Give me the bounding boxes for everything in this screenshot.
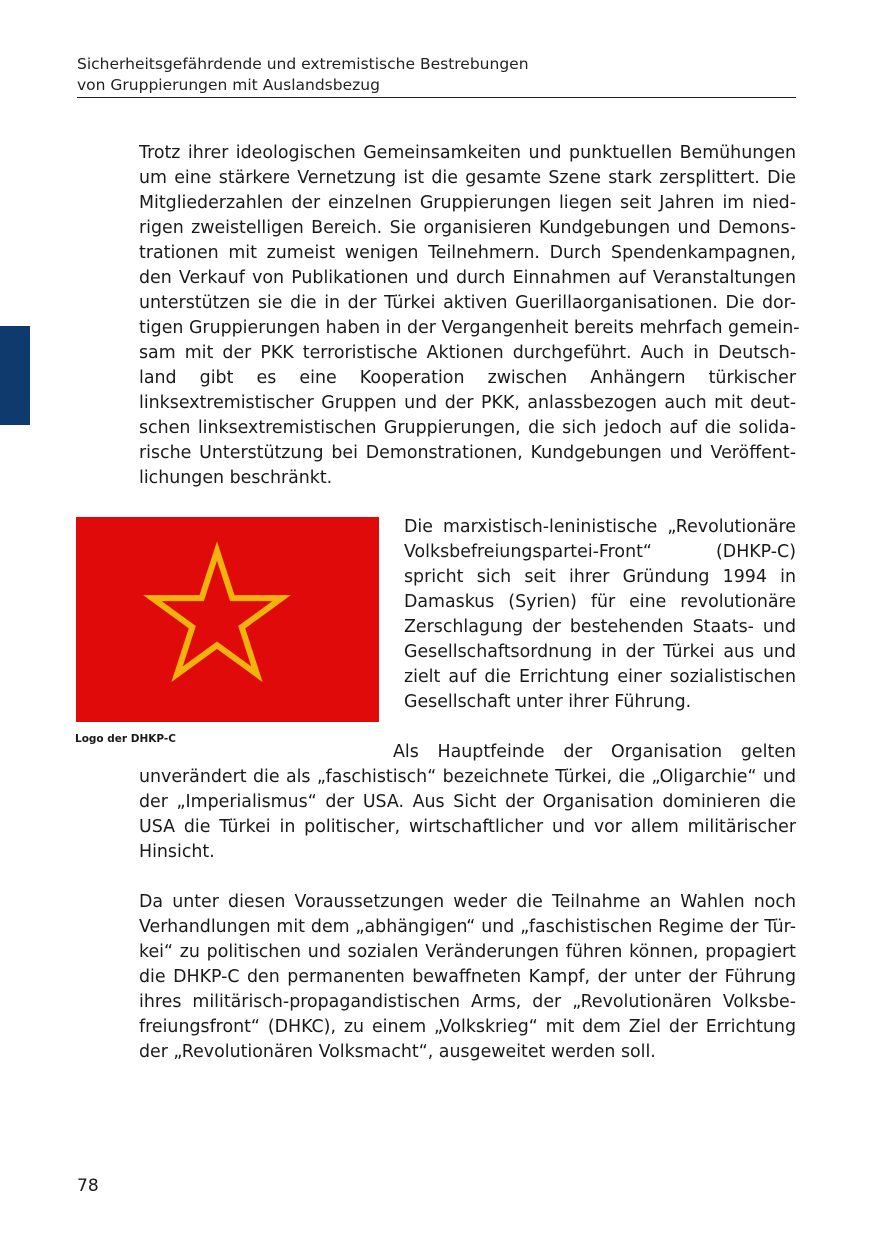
text-line: trationen mit zumeist wenigen Teilnehmern. Durch Spendenkampagnen, [139, 243, 796, 263]
text-line: unterstützen sie die in der Türkei aktiven Guerillaorganisationen. Die dor- [139, 293, 796, 313]
running-header-line-1: Sicherheitsgefährdende und extremistische Bestrebungen [77, 55, 529, 73]
running-header [77, 54, 796, 96]
text-line: den Verkauf von Publikationen und durch Einnahmen auf Veranstaltungen [139, 268, 796, 288]
paragraph-2 [404, 515, 796, 715]
text-line: Volksbefreiungspartei-Front“ (DHKP-C) [404, 542, 796, 562]
text-line: um eine stärkere Vernetzung ist die gesamte Szene stark zersplittert. Die [139, 168, 796, 188]
running-header-line-2: von Gruppierungen mit Auslandsbezug [77, 76, 380, 94]
text-line: die DHKP-C den permanenten bewaffneten Kampf, der unter der Führung [139, 967, 796, 987]
text-line: Gesellschaftsordnung in der Türkei aus und [404, 642, 796, 662]
paragraph-3 [139, 740, 796, 865]
chapter-marker-tab [0, 326, 30, 425]
text-line: ihres militärisch-propagandistischen Arms, der „Revolutionären Volksbe- [139, 992, 796, 1012]
text-line: kei“ zu politischen und sozialen Veränderungen führen können, propagiert [139, 942, 796, 962]
text-line: Gesellschaft unter ihrer Führung. [404, 692, 692, 712]
text-line: tigen Gruppierungen haben in der Vergangenheit bereits mehrfach gemein- [139, 318, 800, 338]
text-line: der „Revolutionären Volksmacht“, ausgeweitet werden soll. [139, 1042, 656, 1062]
paragraph-1 [139, 141, 800, 491]
text-line: Trotz ihrer ideologischen Gemeinsamkeiten und punktuellen Bemühungen [139, 143, 796, 163]
flag-field [76, 517, 379, 722]
text-line: Mitgliederzahlen der einzelnen Gruppierungen liegen seit Jahren im nied- [139, 193, 796, 213]
text-line: freiungsfront“ (DHKC), zu einem „Volkskrieg“ mit dem Ziel der Errichtung [139, 1017, 796, 1037]
paragraph-4 [139, 890, 796, 1065]
header-divider [77, 97, 796, 98]
page-number: 78 [77, 1176, 99, 1196]
text-line: sam mit der PKK terroristische Aktionen durchgeführt. Auch in Deutsch- [139, 343, 796, 363]
figure-caption: Logo der DHKP-C [75, 733, 176, 745]
text-line: der „Imperialismus“ der USA. Aus Sicht der Organisation dominieren die [139, 792, 796, 812]
text-line: Hinsicht. [139, 842, 215, 862]
text-line: linksextremistischer Gruppen und der PKK, anlassbezogen auch mit deut- [139, 393, 796, 413]
text-line: rische Unterstützung bei Demonstrationen, Kundgebungen und Veröffent- [139, 443, 796, 463]
text-line: Zerschlagung der bestehenden Staats- und [404, 617, 796, 637]
text-line: unverändert die als „faschistisch“ bezeichnete Türkei, die „Oligarchie“ und [139, 767, 796, 787]
text-line: USA die Türkei in politischer, wirtschaftlicher und vor allem militärischer [139, 817, 796, 837]
text-line: Da unter diesen Voraussetzungen weder die Teilnahme an Wahlen noch [139, 892, 796, 912]
text-line: Als Hauptfeinde der Organisation gelten [393, 742, 796, 762]
text-line: Die marxistisch-leninistische „Revolutionäre [404, 517, 796, 537]
text-line: Verhandlungen mit dem „abhängigen“ und „faschistischen Regime der Tür- [139, 917, 796, 937]
text-line: land gibt es eine Kooperation zwischen Anhängern türkischer [139, 368, 796, 388]
red-star-flag-icon [76, 517, 379, 722]
text-line: schen linksextremistischen Gruppierungen, die sich jedoch auf die solida- [139, 418, 796, 438]
text-line: Damaskus (Syrien) für eine revolutionäre [404, 592, 796, 612]
dhkp-c-logo-flag [76, 517, 379, 722]
text-line: lichungen beschränkt. [139, 468, 333, 488]
text-line: rigen zweistelligen Bereich. Sie organisieren Kundgebungen und Demons- [139, 218, 796, 238]
text-line: zielt auf die Errichtung einer sozialistischen [404, 667, 796, 687]
text-line: spricht sich seit ihrer Gründung 1994 in [404, 567, 796, 587]
